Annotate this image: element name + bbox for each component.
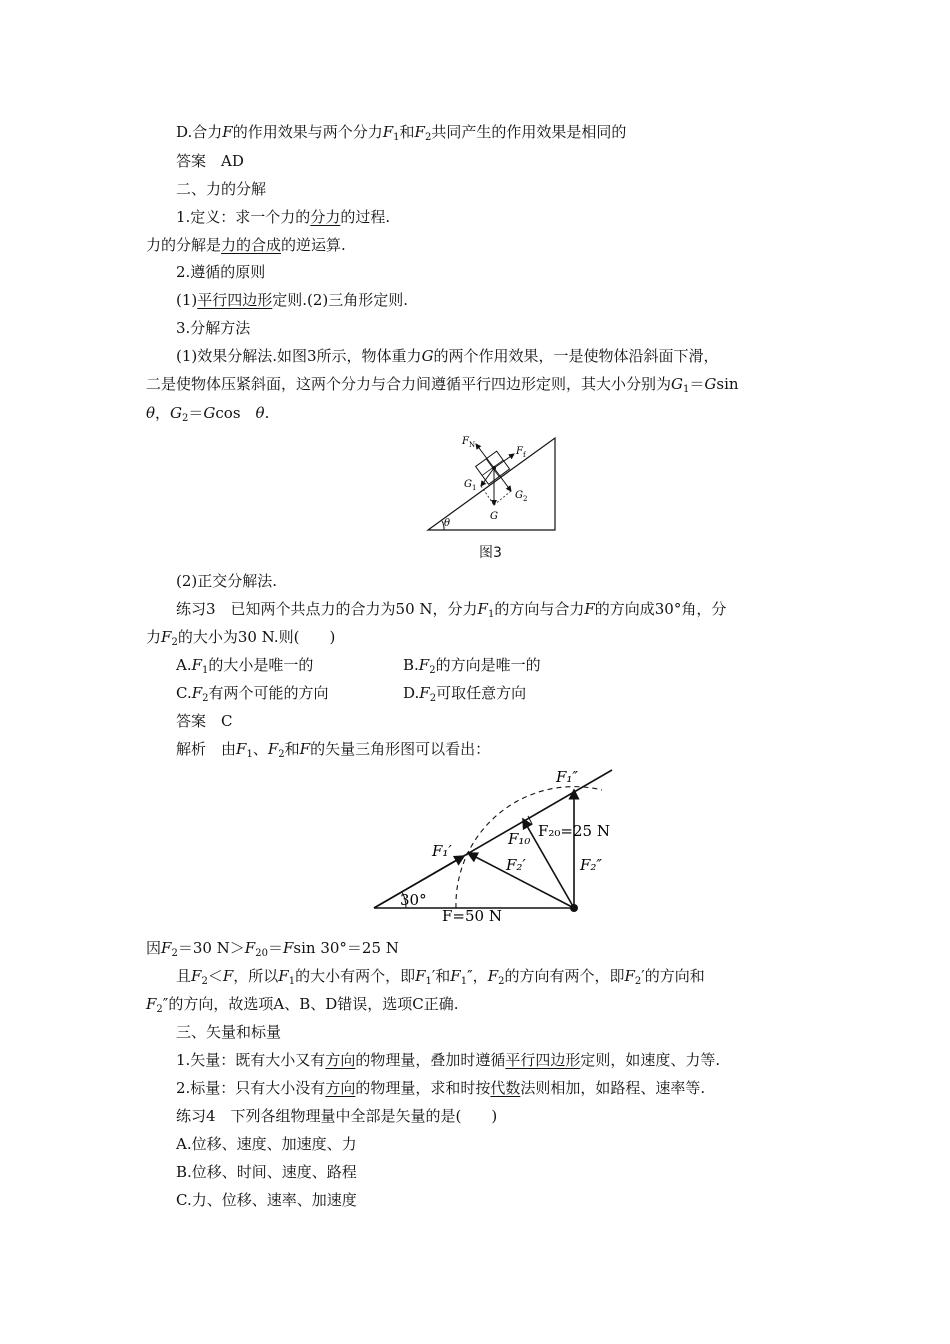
effect-line-1: (1)效果分解法.如图3所示，物体重力G的两个作用效果，一是使物体沿斜面下滑， — [176, 347, 719, 365]
principle-title: 2.遵循的原则 — [176, 263, 266, 281]
f2pp-label: F₂″ — [580, 856, 603, 874]
option-d-text: D.合力F的作用效果与两个分力$F_1$和$F_2$共同产生的作用效果是相同的 — [176, 123, 627, 143]
answer-c: 答案 C — [176, 712, 233, 730]
exercise-3-line-2: 力$F_2$的大小为30 N.则( ) — [146, 628, 336, 648]
calc-line: 因$F_2=30$ $N>F_{20}=Fsin$ 30°＝25 N — [146, 939, 399, 959]
scalar-definition: 2.标量：只有大小没有方向的物理量，求和时按代数法则相加，如路程、速率等. — [176, 1079, 706, 1097]
analysis-line: 解析 由$F_1$、$F_2$和F的矢量三角形图可以看出： — [176, 740, 491, 760]
ff-label: $F_f$ — [516, 446, 526, 459]
figure-3-incline — [420, 430, 570, 535]
f2p-label: F₂′ — [506, 856, 526, 874]
figure-vector-triangle — [360, 760, 630, 930]
section-2-title: 二、力的分解 — [176, 180, 267, 198]
f-label: F=50 N — [442, 907, 502, 925]
exercise-4-option-a: A.位移、速度、加速度、力 — [176, 1135, 357, 1153]
conclusion-line-2: $F_2''$的方向，故选项A、B、D错误，选项C正确. — [146, 995, 459, 1015]
fn-label: $F_N$ — [462, 436, 476, 449]
answer-ad: 答案 AD — [176, 152, 244, 170]
exercise-4-option-c: C.力、位移、速率、加速度 — [176, 1191, 357, 1209]
f10-label: F₁₀ — [508, 830, 531, 848]
exercise-3-line-1: 练习3 已知两个共点力的合力为50 N，分力$F_1$的方向与合力F的方向成30°角，分 — [176, 600, 727, 620]
effect-line-2: 二是使物体压紧斜面，这两个分力与合力间遵循平行四边形定则，其大小分别为$G_1=Gsin$ — [146, 375, 739, 395]
ff-arrow — [494, 454, 514, 468]
conclusion-line-1: 且$F_2<F$，所以$F_1$的大小有两个，即$F_1'$和$F_1''$，$F_2$的方向有两个，即$F_2'$的方向和 — [176, 967, 705, 987]
vector-definition: 1.矢量：既有大小又有方向的物理量，叠加时遵循平行四边形定则，如速度、力等. — [176, 1051, 721, 1069]
g-label: G — [490, 511, 498, 522]
section-3-title: 三、矢量和标量 — [176, 1023, 282, 1041]
f20-label: F₂₀=25 N — [538, 822, 610, 840]
inverse-operation-line: 力的分解是力的合成的逆运算. — [146, 236, 346, 254]
exercise-4-question: 练习4 下列各组物理量中全部是矢量的是( ) — [176, 1107, 498, 1125]
theta-label: θ — [444, 518, 451, 529]
definition-line: 1.定义：求一个力的分力的过程. — [176, 208, 391, 226]
g1-label: $G_1$ — [464, 479, 477, 492]
ortho-method-line: (2)正交分解法. — [176, 572, 278, 590]
option-d: $D.F_2$可取任意方向 — [403, 684, 527, 704]
f1p-label: F₁′ — [432, 842, 452, 860]
angle-label: 30° — [400, 891, 427, 909]
principle-line: (1)平行四边形定则.(2)三角形定则. — [176, 291, 409, 309]
method-title: 3.分解方法 — [176, 319, 251, 337]
option-c: $C.F_2$有两个可能的方向 — [176, 684, 329, 704]
option-b: $B.F_2$的方向是唯一的 — [403, 656, 541, 676]
g2-label: $G_2$ — [515, 490, 528, 503]
figure-3-caption: 图3 — [479, 545, 502, 561]
effect-line-3: θ，$G_2=Gcos$ θ. — [146, 404, 270, 424]
option-a: $A.F_1$的大小是唯一的 — [176, 656, 314, 676]
f1pp-label: F₁″ — [556, 768, 579, 786]
exercise-4-option-b: B.位移、时间、速度、路程 — [176, 1163, 357, 1181]
